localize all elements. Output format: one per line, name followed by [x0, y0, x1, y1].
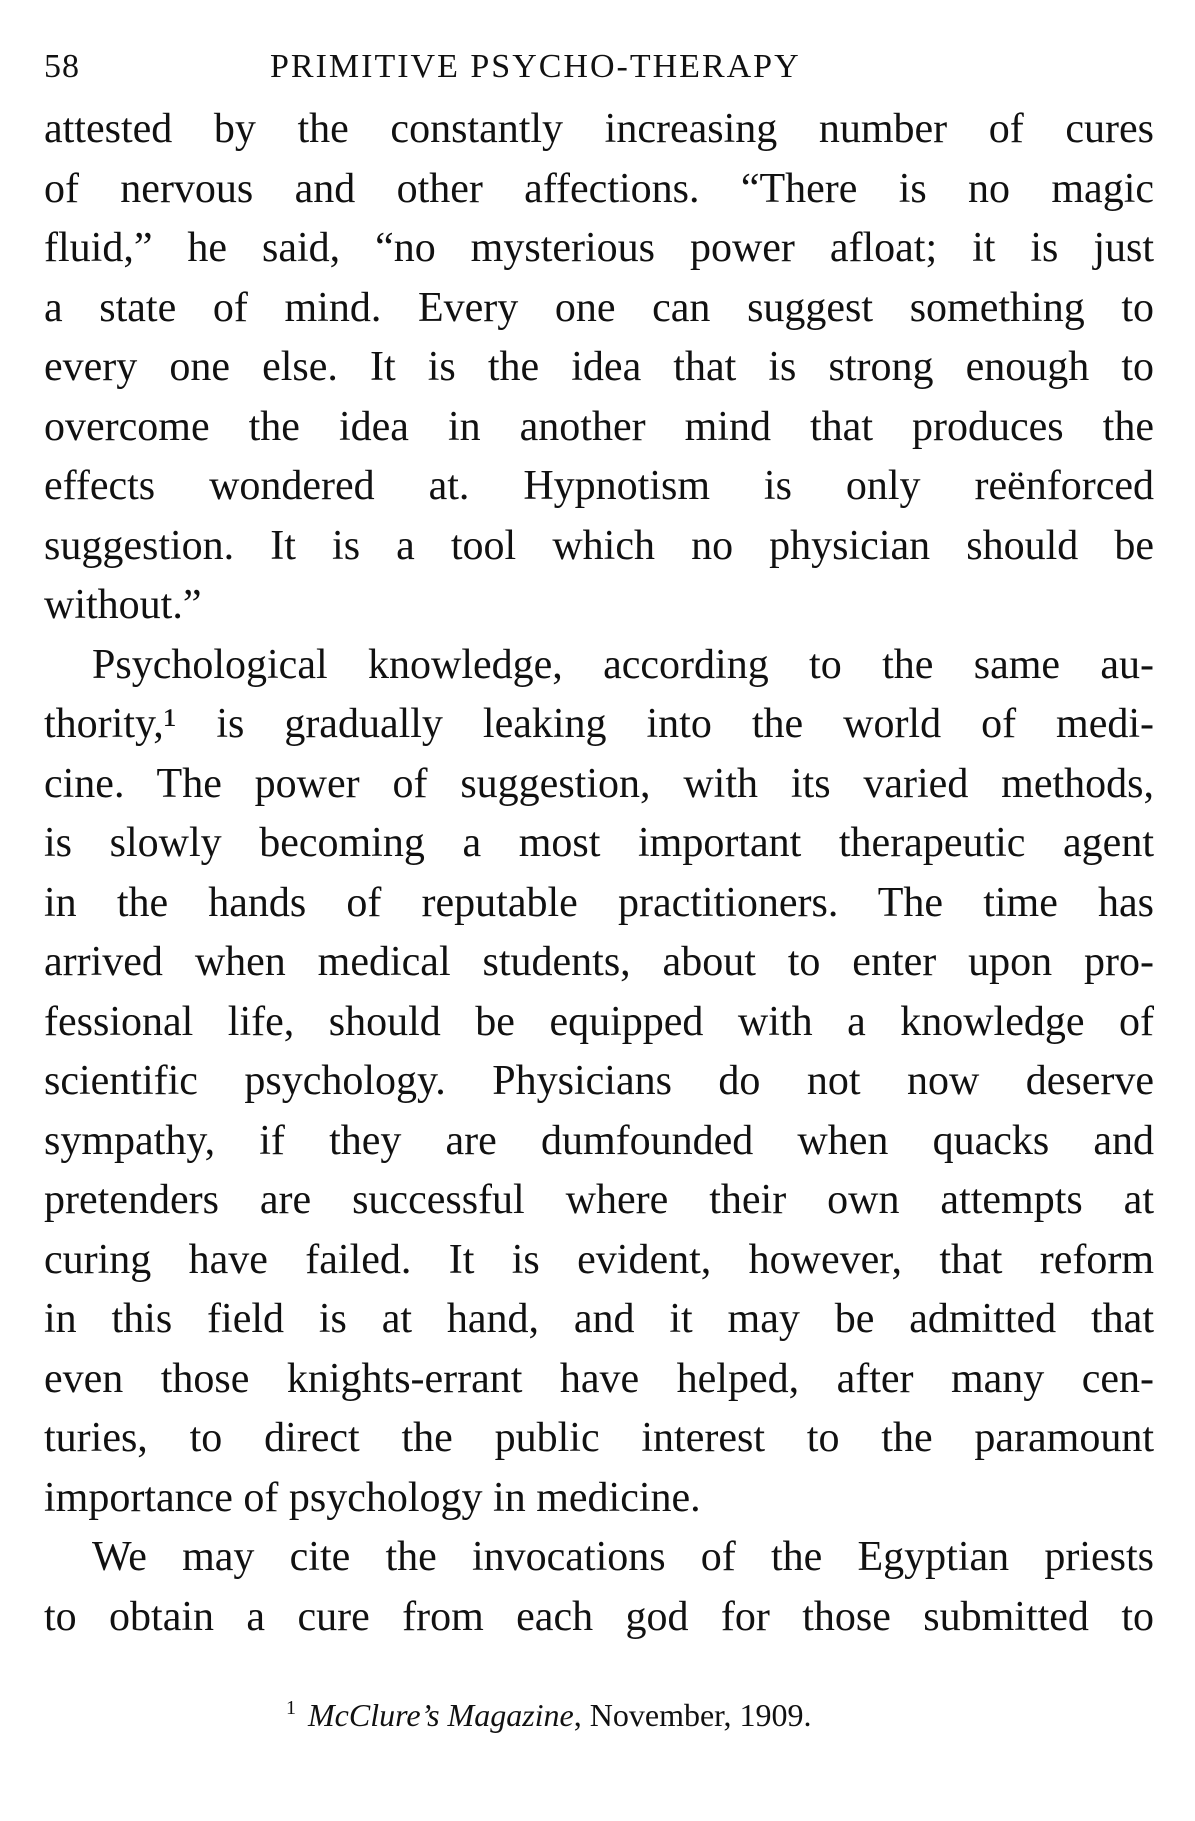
- book-page: [44, 40, 1154, 1647]
- text-line: is slowly becoming a most important therapeutic agent: [44, 820, 1154, 866]
- text-line: overcome the idea in another mind that produces the: [44, 403, 1154, 450]
- text-line: every one else. It is the idea that is strong enough to: [44, 344, 1154, 390]
- text-line: scientific psychology. Physicians do not now deserve: [44, 1058, 1154, 1104]
- text-line: fluid,” he said, “no mysterious power afloat; it is just: [44, 225, 1154, 271]
- text-line: without.”: [44, 582, 202, 628]
- text-line: pretenders are successful where their own attempts at: [44, 1177, 1154, 1223]
- paragraph-start-line: We may cite the invocations of the Egyptian priests: [92, 1534, 1154, 1580]
- text-line: cine. The power of suggestion, with its varied methods,: [44, 760, 1154, 807]
- running-head: [44, 40, 1154, 100]
- text-line: a state of mind. Every one can suggest something to: [44, 284, 1154, 331]
- text-line: attested by the constantly increasing number of cures: [44, 106, 1154, 152]
- footnote-marker: 1: [286, 1697, 296, 1720]
- text-line: curing have failed. It is evident, however, that reform: [44, 1236, 1154, 1283]
- footnote-journal: McClure’s Magazine: [308, 1697, 574, 1733]
- text-line: suggestion. It is a tool which no physician should be: [44, 522, 1154, 569]
- body-text: [44, 100, 1154, 1647]
- text-line: fessional life, should be equipped with a knowledge of: [44, 998, 1154, 1045]
- text-line: thority,¹ is gradually leaking into the world of medi-: [44, 701, 1154, 747]
- text-line: sympathy, if they are dumfounded when quacks and: [44, 1117, 1154, 1164]
- page-number: 58: [44, 48, 80, 85]
- text-line: arrived when medical students, about to enter upon pro-: [44, 939, 1154, 985]
- text-line: importance of psychology in medicine.: [44, 1474, 701, 1521]
- text-line: even those knights-errant have helped, after many cen-: [44, 1355, 1154, 1402]
- text-line: effects wondered at. Hypnotism is only reënforced: [44, 463, 1154, 509]
- text-line: turies, to direct the public interest to the paramount: [44, 1415, 1154, 1461]
- running-title: PRIMITIVE PSYCHO-THERAPY: [270, 48, 801, 85]
- text-line: in this field is at hand, and it may be admitted that: [44, 1296, 1154, 1342]
- footnote-text: , November, 1909.: [573, 1697, 812, 1733]
- text-line: in the hands of reputable practitioners. The time has: [44, 879, 1154, 926]
- text-line: to obtain a cure from each god for those submitted to: [44, 1593, 1154, 1640]
- text-line: of nervous and other affections. “There is no magic: [44, 165, 1154, 212]
- paragraph-start-line: Psychological knowledge, according to the same au-: [92, 641, 1154, 688]
- footnote: [44, 1697, 1154, 1734]
